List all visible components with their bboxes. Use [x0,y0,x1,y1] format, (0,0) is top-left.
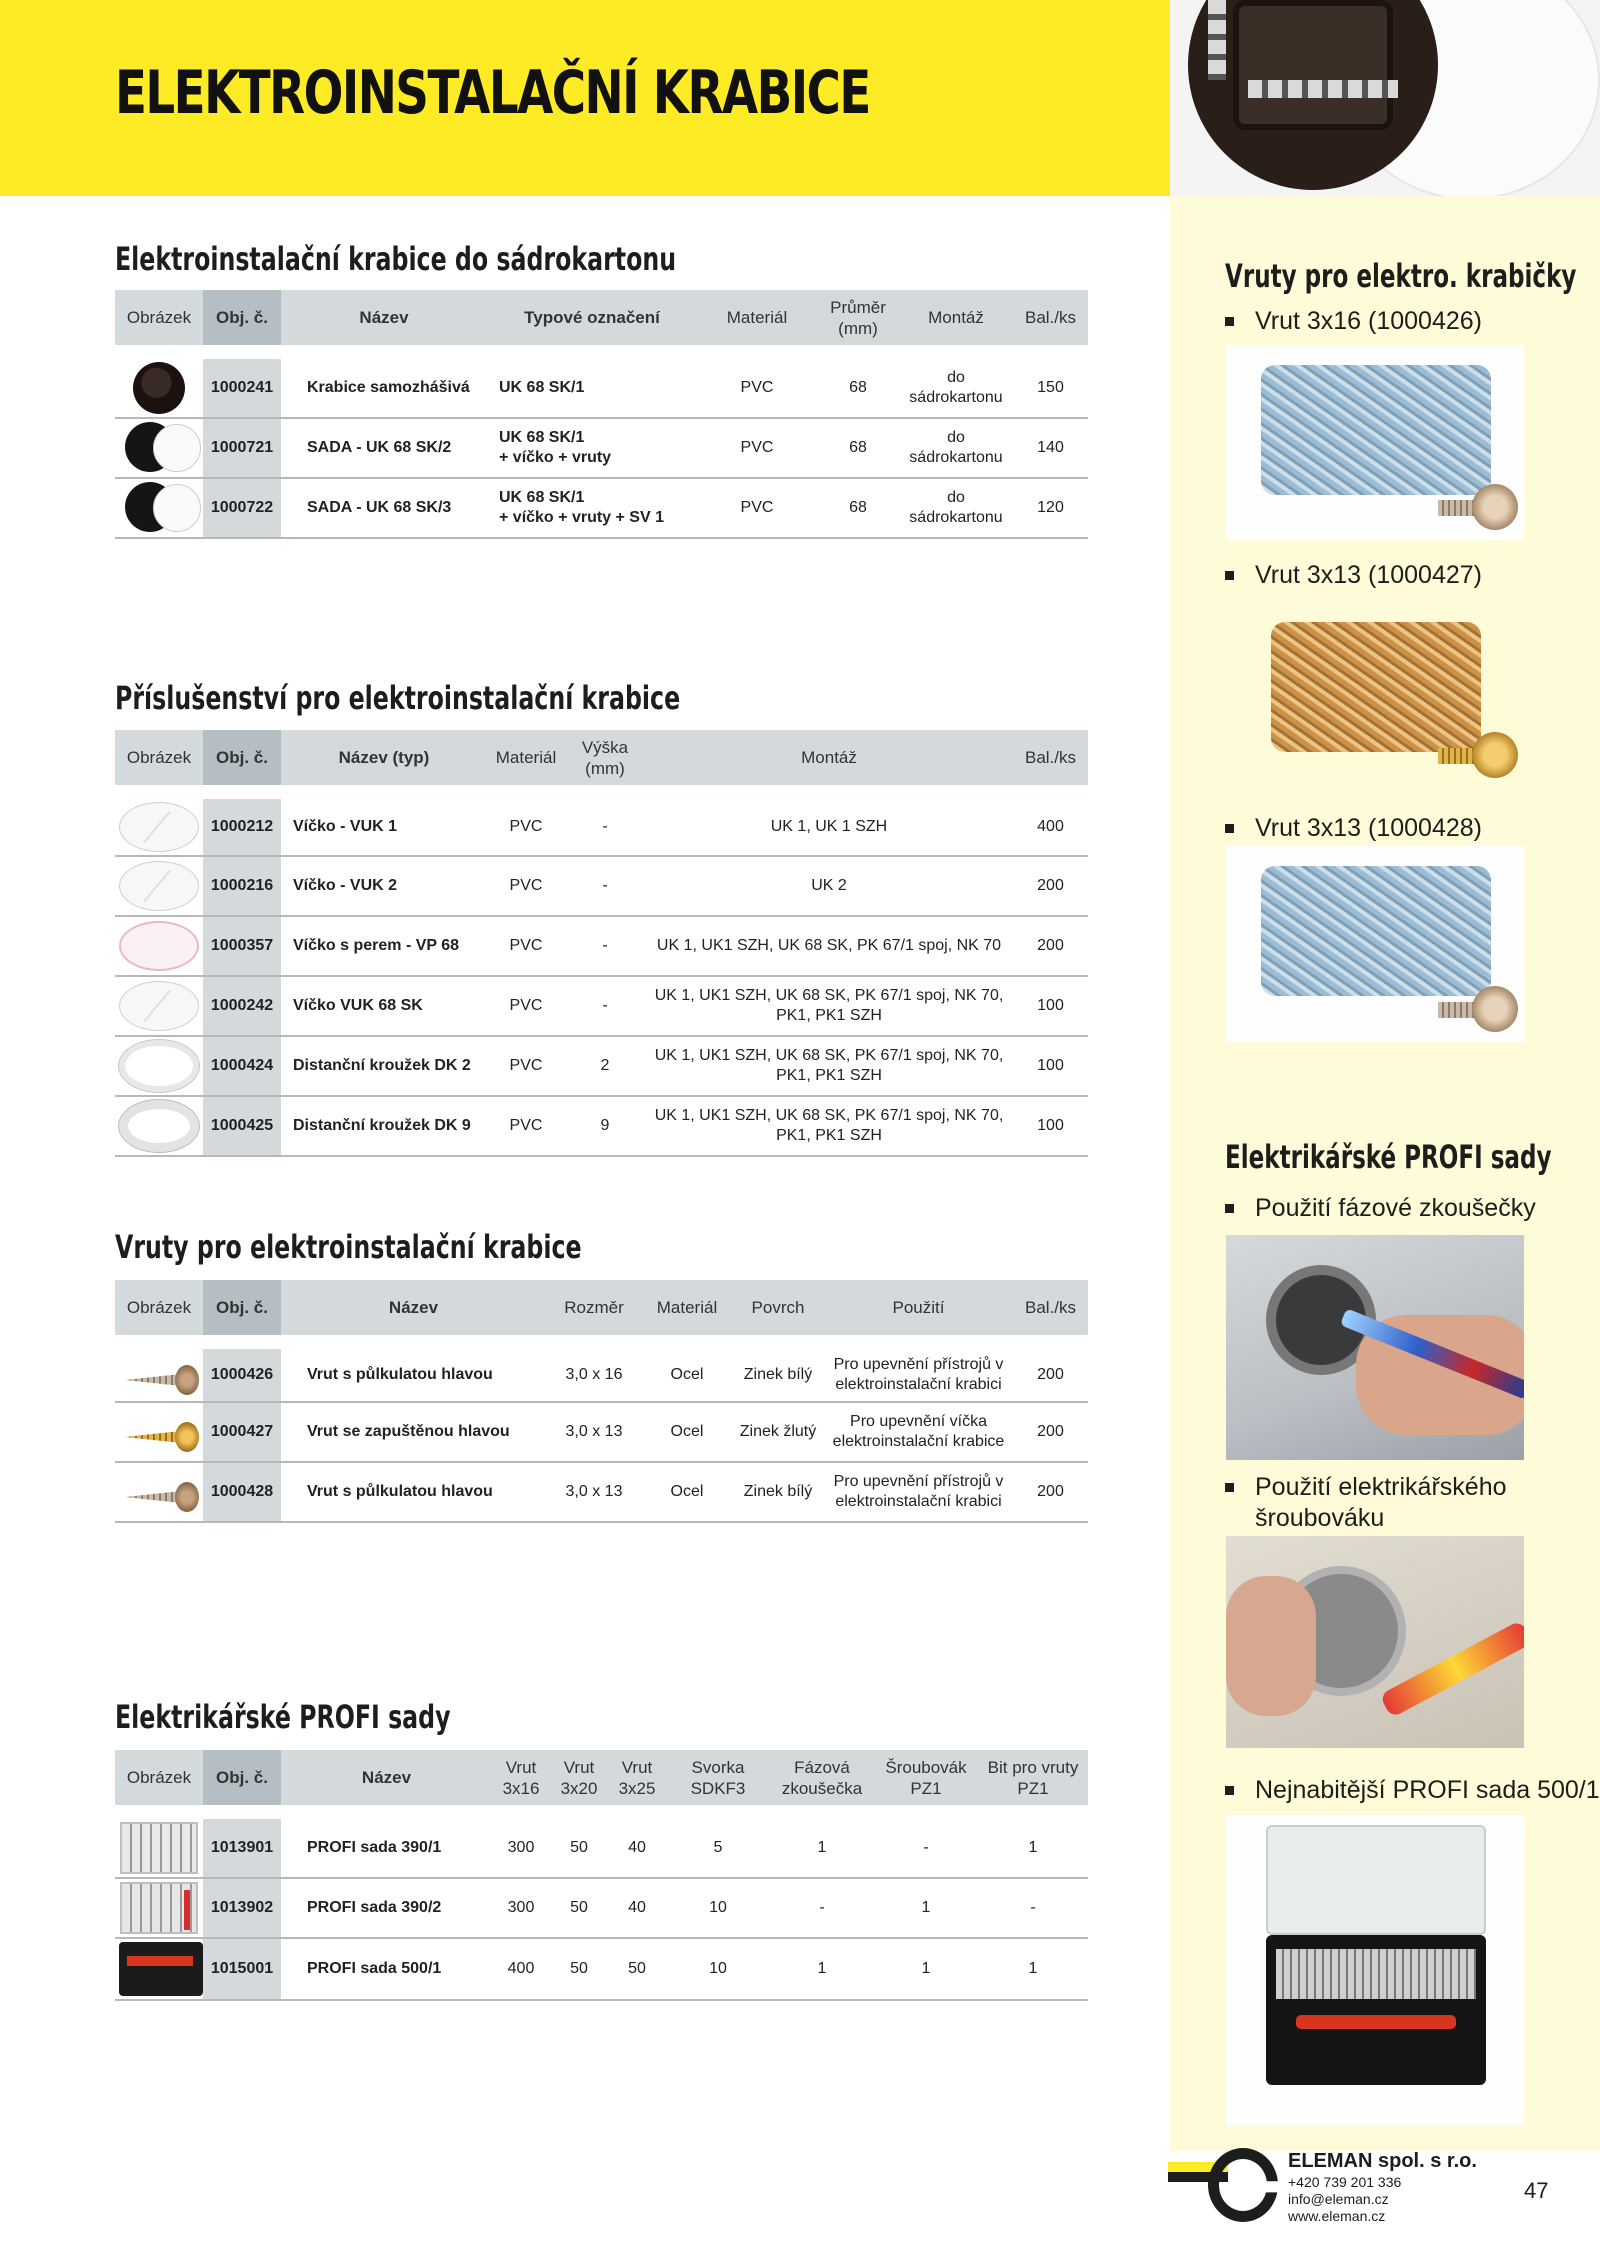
mounting: UK 1, UK1 SZH, UK 68 SK, PK 67/1 spoj, NK 70, PK1, PK1 SZH [645,1036,1013,1096]
company-phone: +420 739 201 336 [1288,2174,1402,2190]
qty-3x16: 300 [492,1812,550,1878]
header-cell: Obrázek [115,290,203,352]
diameter: 68 [817,352,899,418]
header-cell: Montáž [899,290,1013,352]
header-cell: Šroubovák PZ1 [874,1750,978,1812]
table-row [115,856,1088,916]
header-cell: Bal./ks [1013,1280,1088,1342]
pack-qty: 200 [1013,916,1088,976]
sidebar-kit-item: Použití elektrikářského šroubováku [1225,1472,1525,1534]
sidebar-kit-item: Použití fázové zkoušečky [1225,1193,1536,1224]
sidebar-title-kits: Elektrikářské PROFI sady [1225,1138,1552,1176]
material: Ocel [642,1462,732,1522]
surface: Zinek bílý [732,1342,824,1402]
table-row [115,478,1088,538]
qty-sdkf3: 5 [666,1812,770,1878]
material: PVC [487,916,565,976]
spacer-ring-image [119,1040,199,1092]
product-name: Krabice samozhášivá [281,352,487,418]
usage: Pro upevnění víčka elektroinstalační krabice [824,1402,1013,1462]
mounting: do sádrokartonu [899,478,1013,538]
header-cell: Fázová zkoušečka [770,1750,874,1812]
box-image [133,362,185,414]
order-number: 1000212 [203,792,281,856]
material: PVC [697,352,817,418]
header-cell: Název [281,290,487,352]
section-title-screws: Vruty pro elektroinstalační krabice [115,1228,582,1266]
screwdriver-usage-photo [1226,1536,1524,1748]
header-cell: Svorka SDKF3 [666,1750,770,1812]
qty-screwdriver: 1 [874,1938,978,2000]
qty-screwdriver: - [874,1812,978,1878]
table-row [115,976,1088,1036]
page-title: ELEKTROINSTALAČNÍ KRABICE [115,58,870,128]
pack-qty: 200 [1013,856,1088,916]
screw-bag-photo [1226,846,1524,1042]
qty-screwdriver: 1 [874,1878,978,1938]
product-name: PROFI sada 500/1 [281,1938,492,2000]
order-number: 1000722 [203,478,281,538]
screws-table [115,1280,1088,1523]
box-set-image [119,482,201,534]
order-number: 1015001 [203,1938,281,2000]
sidebar-screw-item: Vrut 3x16 (1000426) [1225,306,1482,337]
order-number: 1000216 [203,856,281,916]
surface: Zinek žlutý [732,1402,824,1462]
lid-image [119,981,199,1031]
sidebar-title-screws: Vruty pro elektro. krabičky [1225,257,1577,295]
screw-bag-photo [1226,592,1524,788]
product-name: Distanční kroužek DK 2 [281,1036,487,1096]
table-row [115,1462,1088,1522]
pack-qty: 200 [1013,1462,1088,1522]
product-name: Distanční kroužek DK 9 [281,1096,487,1156]
pack-qty: 200 [1013,1342,1088,1402]
mounting: UK 1, UK1 SZH, UK 68 SK, PK 67/1 spoj, NK 70, PK1, PK1 SZH [645,976,1013,1036]
type-code: UK 68 SK/1 + víčko + vruty + SV 1 [487,478,697,538]
boxes-table [115,290,1088,539]
material: PVC [487,1036,565,1096]
company-email: info@eleman.cz [1288,2191,1389,2207]
header-cell: Průměr (mm) [817,290,899,352]
qty-bit: 1 [978,1938,1088,2000]
kit-image [120,1882,198,1934]
eleman-logo [1168,2148,1283,2228]
header-cell: Materiál [487,730,565,792]
header-cell: Povrch [732,1280,824,1342]
height: - [565,856,645,916]
pack-qty: 120 [1013,478,1088,538]
qty-tester: - [770,1878,874,1938]
order-number: 1000426 [203,1342,281,1402]
type-code: UK 68 SK/1 + víčko + vruty [487,418,697,478]
table-header-row [115,1750,1088,1812]
usage: Pro upevnění přístrojů v elektroinstalační krabici [824,1462,1013,1522]
material: PVC [487,1096,565,1156]
header-cell: Použití [824,1280,1013,1342]
product-name: Víčko VUK 68 SK [281,976,487,1036]
header-cell: Obrázek [115,1750,203,1812]
product-name: SADA - UK 68 SK/3 [281,478,487,538]
phase-tester-usage-photo [1226,1235,1524,1460]
type-code: UK 68 SK/1 [487,352,697,418]
table-row [115,418,1088,478]
material: Ocel [642,1342,732,1402]
mounting: UK 2 [645,856,1013,916]
product-name: Víčko - VUK 1 [281,792,487,856]
page-number: 47 [1524,2178,1549,2203]
table-row [115,352,1088,418]
diameter: 68 [817,418,899,478]
order-number: 1000357 [203,916,281,976]
header-cell: Materiál [697,290,817,352]
product-name: Vrut s půlkulatou hlavou [281,1342,546,1402]
table-row [115,1878,1088,1938]
qty-tester: 1 [770,1812,874,1878]
screw-image [119,1482,199,1512]
product-name: PROFI sada 390/2 [281,1878,492,1938]
header-cell: Bal./ks [1013,730,1088,792]
order-number: 1000425 [203,1096,281,1156]
header-cell: Bit pro vruty PZ1 [978,1750,1088,1812]
usage: Pro upevnění přístrojů v elektroinstalační krabici [824,1342,1013,1402]
header-cell: Montáž [645,730,1013,792]
header-cell: Bal./ks [1013,290,1088,352]
spacer-ring-image [119,1100,199,1152]
header-cell: Obj. č. [203,1280,281,1342]
sidebar-screw-item: Vrut 3x13 (1000428) [1225,813,1482,844]
header-cell: Vrut 3x16 [492,1750,550,1812]
lid-image [119,802,199,852]
sidebar-kit-item: Nejnabitější PROFI sada 500/1 [1225,1775,1600,1806]
table-row [115,792,1088,856]
header-cell: Výška (mm) [565,730,645,792]
pack-qty: 100 [1013,1036,1088,1096]
height: - [565,916,645,976]
product-name: Víčko s perem - VP 68 [281,916,487,976]
header-cell: Obj. č. [203,730,281,792]
header-cell: Obrázek [115,1280,203,1342]
screw-bag-photo [1226,345,1524,540]
height: - [565,976,645,1036]
screw-image [119,1365,199,1395]
box-set-image [119,422,201,474]
header-cell: Název [281,1750,492,1812]
material: PVC [487,856,565,916]
material: Ocel [642,1402,732,1462]
header-cell: Obrázek [115,730,203,792]
header-cell: Rozměr [546,1280,642,1342]
table-header-row [115,290,1088,352]
diameter: 68 [817,478,899,538]
pack-qty: 200 [1013,1402,1088,1462]
table-row [115,1938,1088,2000]
kits-table [115,1750,1088,2001]
qty-3x16: 300 [492,1878,550,1938]
product-name: Vrut se zapuštěnou hlavou [281,1402,546,1462]
accessories-table [115,730,1088,1157]
mounting: UK 1, UK1 SZH, UK 68 SK, PK 67/1 spoj, NK 70 [645,916,1013,976]
material: PVC [697,418,817,478]
qty-bit: - [978,1878,1088,1938]
header-cell: Název [281,1280,546,1342]
section-title-accessories: Příslušenství pro elektroinstalační krabice [115,679,681,717]
header-cell: Vrut 3x20 [550,1750,608,1812]
height: 2 [565,1036,645,1096]
order-number: 1000427 [203,1402,281,1462]
height: 9 [565,1096,645,1156]
size: 3,0 x 13 [546,1462,642,1522]
qty-tester: 1 [770,1938,874,2000]
qty-sdkf3: 10 [666,1878,770,1938]
mounting: UK 1, UK1 SZH, UK 68 SK, PK 67/1 spoj, NK 70, PK1, PK1 SZH [645,1096,1013,1156]
material: PVC [487,792,565,856]
header-cell: Obj. č. [203,290,281,352]
order-number: 1000241 [203,352,281,418]
qty-sdkf3: 10 [666,1938,770,2000]
kit-image [120,1822,198,1874]
qty-3x25: 40 [608,1812,666,1878]
header-cell: Materiál [642,1280,732,1342]
qty-3x20: 50 [550,1938,608,2000]
product-name: PROFI sada 390/1 [281,1812,492,1878]
table-row [115,916,1088,976]
mounting: UK 1, UK 1 SZH [645,792,1013,856]
size: 3,0 x 16 [546,1342,642,1402]
table-row [115,1812,1088,1878]
pack-qty: 100 [1013,1096,1088,1156]
size: 3,0 x 13 [546,1402,642,1462]
material: PVC [697,478,817,538]
product-name: Víčko - VUK 2 [281,856,487,916]
header-cell: Typové označení [487,290,697,352]
order-number: 1000721 [203,418,281,478]
surface: Zinek bílý [732,1462,824,1522]
table-row [115,1036,1088,1096]
order-number: 1000242 [203,976,281,1036]
sidebar-screw-item: Vrut 3x13 (1000427) [1225,560,1482,591]
product-name: SADA - UK 68 SK/2 [281,418,487,478]
qty-3x16: 400 [492,1938,550,2000]
table-row [115,1402,1088,1462]
material: PVC [487,976,565,1036]
qty-3x25: 50 [608,1938,666,2000]
pack-qty: 100 [1013,976,1088,1036]
section-title-kits: Elektrikářské PROFI sady [115,1698,451,1736]
mounting: do sádrokartonu [899,352,1013,418]
height: - [565,792,645,856]
kit-case-image [119,1942,203,1996]
lid-with-spring-image [119,921,199,971]
qty-bit: 1 [978,1812,1088,1878]
kit-case-photo [1226,1815,1524,2125]
section-title-boxes: Elektroinstalační krabice do sádrokartonu [115,240,677,278]
lid-image [119,861,199,911]
qty-3x20: 50 [550,1812,608,1878]
screw-image [119,1422,199,1452]
order-number: 1013901 [203,1812,281,1878]
order-number: 1000424 [203,1036,281,1096]
table-header-row [115,730,1088,792]
company-web: www.eleman.cz [1288,2208,1386,2224]
mounting: do sádrokartonu [899,418,1013,478]
header-cell: Název (typ) [281,730,487,792]
pack-qty: 150 [1013,352,1088,418]
pack-qty: 400 [1013,792,1088,856]
order-number: 1000428 [203,1462,281,1522]
qty-3x25: 40 [608,1878,666,1938]
table-header-row [115,1280,1088,1342]
company-name: ELEMAN spol. s r.o. [1288,2150,1477,2172]
header-cell: Vrut 3x25 [608,1750,666,1812]
header-cell: Obj. č. [203,1750,281,1812]
pack-qty: 140 [1013,418,1088,478]
table-row [115,1342,1088,1402]
hero-photo-junction-box [1170,0,1600,196]
order-number: 1013902 [203,1878,281,1938]
table-row [115,1096,1088,1156]
product-name: Vrut s půlkulatou hlavou [281,1462,546,1522]
qty-3x20: 50 [550,1878,608,1938]
